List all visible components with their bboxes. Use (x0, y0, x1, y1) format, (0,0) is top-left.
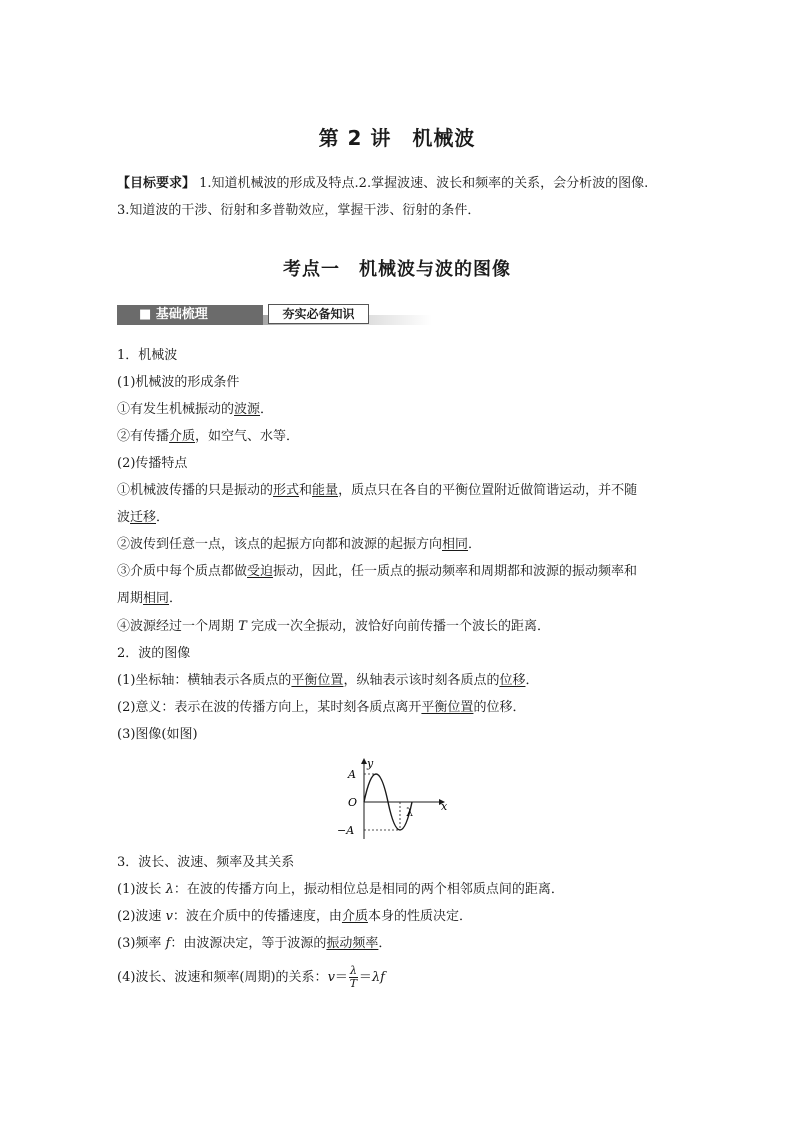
text: ②有传播 (117, 429, 170, 444)
period-symbol: T (238, 619, 247, 634)
speed-symbol: v (165, 909, 173, 924)
text: (1)坐标轴：横轴表示各质点的 (117, 673, 292, 688)
text: 波 (117, 510, 131, 525)
s3-l2 (117, 907, 472, 927)
underlined-term: 迁移 (130, 510, 157, 525)
section-title: 考点一 机械波与波的图像 (283, 259, 511, 280)
x-axis-label: x (441, 800, 448, 813)
s1-p2-c1 (117, 562, 637, 582)
s1-p1-a (117, 400, 273, 420)
text: (2)意义：表示在波的传播方向上，某时刻各质点离开 (117, 700, 422, 715)
s3-l3 (117, 934, 391, 954)
s1-heading: 1．机械波 (117, 348, 178, 363)
s3-l4 (117, 963, 385, 993)
s1-p2-c2 (117, 589, 182, 609)
text: ①有发生机械振动的 (117, 402, 235, 417)
text: ：波在介质中的传播速度，由 (172, 909, 342, 924)
wave-graph (335, 755, 455, 843)
s1-p2-b (117, 535, 481, 555)
underlined-term: 平衡位置 (291, 673, 344, 688)
s2-l3: (3)图像(如图) (117, 727, 198, 742)
s1-p2-title: (2)传播特点 (117, 456, 188, 471)
underlined-term: 波源 (234, 402, 261, 417)
text: ，质点只在各自的平衡位置附近做简谐运动，并不随 (338, 483, 638, 498)
text: 本身的性质决定． (367, 909, 472, 924)
banner-left-label: ■ 基础梳理 (139, 307, 208, 322)
text: ． (169, 591, 183, 606)
s1-p2-d (117, 617, 550, 637)
text: 完成一次全振动，波恰好向前传播一个波长的距离． (246, 619, 550, 634)
fraction-denominator: T (349, 977, 358, 990)
lambda-f-product: λf (371, 970, 385, 985)
text: (3)频率 (117, 936, 166, 951)
fraction-lambda-over-T (349, 965, 358, 990)
s1-p2-a1 (117, 481, 637, 501)
text: ：在波的传播方向上，振动相位总是相同的两个相邻质点间的距离． (173, 882, 564, 897)
underlined-term: 受迫 (247, 564, 274, 579)
text: ：由波源决定，等于波源的 (170, 936, 327, 951)
s2-l1 (117, 671, 538, 691)
text: ． (156, 510, 170, 525)
goal-line-2: 3.知道波的干涉、衍射和多普勒效应，掌握干涉、衍射的条件． (117, 203, 481, 218)
banner-right-label: 夯实必备知识 (268, 304, 369, 324)
text: 的位移． (473, 700, 526, 715)
text: (2)波速 (117, 909, 166, 924)
goal-label: 【目标要求】 (117, 176, 196, 191)
text: ，如空气、水等． (195, 429, 300, 444)
underlined-term: 介质 (341, 909, 368, 924)
text: 周期 (117, 591, 144, 606)
text: ． (378, 936, 392, 951)
wavelength-symbol: λ (165, 882, 174, 897)
amplitude-label: A (348, 768, 356, 781)
s2-heading: 2．波的图像 (117, 646, 191, 661)
y-axis-label: y (367, 757, 374, 770)
text: ①机械波传播的只是振动的 (117, 483, 274, 498)
text: ④波源经过一个周期 (117, 619, 239, 634)
underlined-term: 能量 (312, 483, 339, 498)
underlined-term: 振动频率 (326, 936, 379, 951)
text: (4)波长、波速和频率(周期)的关系： (117, 970, 328, 985)
wavelength-label: λ (406, 806, 413, 819)
underlined-term: 相同 (442, 537, 469, 552)
equals-sign: ＝ (358, 970, 372, 985)
frequency-symbol: f (165, 936, 171, 951)
text: ． (260, 402, 274, 417)
text: ． (525, 673, 539, 688)
text: 和 (299, 483, 313, 498)
basics-banner (117, 302, 432, 326)
underlined-term: 相同 (143, 591, 170, 606)
underlined-term: 平衡位置 (421, 700, 474, 715)
lecture-title: 第 2 讲 机械波 (318, 126, 476, 150)
text: 振动，因此，任一质点的振动频率和周期都和波源的振动频率和 (273, 564, 638, 579)
text: ，纵轴表示该时刻各质点的 (343, 673, 500, 688)
s3-l1 (117, 880, 564, 900)
s1-p1-title: (1)机械波的形成条件 (117, 375, 240, 390)
s2-l2 (117, 698, 525, 718)
text: ③介质中每个质点都做 (117, 564, 248, 579)
fraction-numerator: λ (349, 964, 357, 977)
negative-amplitude-label: −A (337, 824, 355, 837)
goal-text-1: 1.知道机械波的形成及特点.2.掌握波速、波长和频率的关系，会分析波的图像. (195, 176, 649, 191)
underlined-term: 位移 (499, 673, 526, 688)
equals-sign: ＝ (334, 970, 348, 985)
text: ②波传到任意一点，该点的起振方向都和波源的起振方向 (117, 537, 443, 552)
s1-p1-b (117, 427, 299, 447)
origin-label: O (348, 796, 358, 809)
text: (1)波长 (117, 882, 166, 897)
s3-heading: 3．波长、波速、频率及其关系 (117, 855, 295, 870)
underlined-term: 形式 (273, 483, 300, 498)
s1-p2-a2 (117, 508, 169, 528)
text: ． (468, 537, 482, 552)
speed-symbol: v (327, 970, 335, 985)
underlined-term: 介质 (169, 429, 196, 444)
goal-line-1 (117, 170, 677, 197)
